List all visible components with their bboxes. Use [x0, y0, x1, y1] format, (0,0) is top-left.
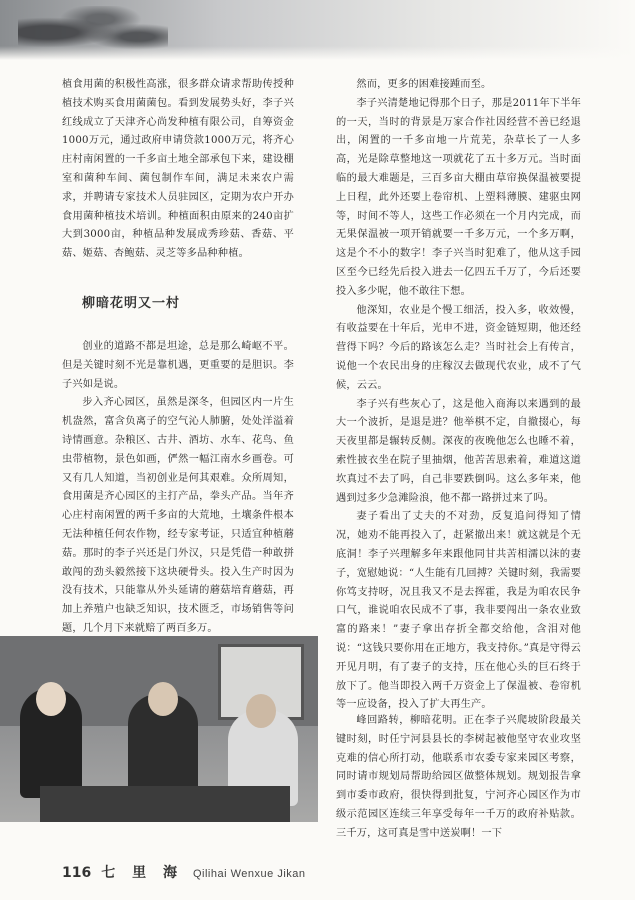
paragraph: 李子兴有些灰心了，这是他入商海以来遇到的最大一个波折，是退是进？他举棋不定，自撤掇心，每天夜里都是辗转反侧。深夜的夜晚他怎么也睡不着，索性披衣坐在院子里抽烟，他苦苦思索着，难道这道坎真过不去了吗，自己非要跌倒吗。这么多年来，他遇到过多少急滩险浪，他不都一路拼过来了吗。 [336, 398, 581, 504]
table [40, 786, 290, 822]
paragraph: 然而，更多的困难接踵而至。 [356, 79, 492, 90]
page-number: 116 [62, 865, 92, 881]
paragraph: 步入齐心园区，虽然是深冬，但园区内一片生机盎然，富含负离子的空气沁人肺腑，处处洋溢着诗情画意。杂粮区、古井、酒坊、水车、花鸟、鱼虫带植物，景色如画，俨然一幅江南水乡画卷。可又有几人知道，当初创业是何其艰难。众所周知，食用菌是齐心园区的主打产品，拳头产品。当年齐心庄村南闲置的两千多亩的大荒地，土壤条件根本无法种植任何农作物，经专家考证，只适宜种植蘑菇。那时的李子兴还是门外汉，只是凭借一种敢拼敢闯的劲头毅然接下这块硬骨头。投入生产时因为没有技术，只能靠从外头延请的蘑菇培育蘑菇，再加上养殖户也缺乏知识，技术匮乏，市场销售等问题，几个月下来就赔了两百多万。 [62, 397, 294, 634]
paragraph: 植食用菌的积极性高涨，很多群众请求帮助传授种植技术购买食用菌菌包。看到发展势头好，李子兴红线成立了天津齐心尚发种植有限公司，自筹资金1000万元，通过政府申请贷款1000万元，将齐心庄村南闲置的一千多亩土地全部承包下来，建设棚室和菌种车间、菌包制作车间，满足未来农户需求，并聘请专家技术人员驻园区，定期为农户开办食用菌种植技术培训。种植面积由原来的240亩扩大到3000亩，种植品种发展成秀珍菇、香菇、平菇、姬菇、杏鲍菇、灵芝等多品种种植。 [62, 79, 294, 260]
section-title: 柳暗花明又一村 [82, 296, 181, 311]
magazine-name: 七 里 海 [101, 865, 183, 881]
left-column-top [62, 76, 294, 264]
meeting-photo [0, 636, 318, 822]
page-footer [62, 862, 306, 880]
paragraph: 创业的道路不都是坦途，总是那么崎岖不平。但是关键时刻不光是靠机遇，更重要的是胆识。李子兴如是说。 [62, 341, 294, 390]
person-left [20, 688, 82, 798]
header-decoration [0, 0, 635, 60]
paragraph: 峰回路转，柳暗花明。正在李子兴爬坡阶段最关键时刻，时任宁河县县长的李树起被他坚守农业攻坚克难的信心所打动，他联系市农委专家来园区考察，同时请市规划局帮助给园区做整体规划。规划报告拿到市委市政府，很快得到批复，宁河齐心园区作为市级示范园区连续三年享受每年一千万的政府补贴款。三千万，这可真是雪中送炭啊！一下 [336, 715, 581, 839]
right-column-bottom [336, 712, 581, 844]
left-column-middle [62, 338, 294, 639]
magazine-pinyin: Qilihai Wenxue Jikan [192, 868, 306, 880]
header-ink-painting [18, 6, 168, 50]
paragraph: 妻子看出了丈夫的不对劲，反复追问得知了情况，她劝不能再投入了，赶紧撤出来！就这就是个无底洞！李子兴理解多年来跟他同甘共苦相濡以沫的妻子，宽慰她说：“人生能有几回搏？关键时刻，我需要你笃支持呀，况且我又不是去挥霍，我是为咱农民争口气，谁说咱农民成不了事，我非要闯出一条农业致富的路来！”妻子拿出存折全都交给他，含泪对他说：“这钱只要你用在正地方，我支持你。”真是守得云开见月明，有了妻子的支持，压在他心头的巨石终于放下了。他当即投入两千万资金上了保温被、卷帘机等一应设备，投入了扩大再生产。 [336, 511, 581, 711]
paragraph: 他深知，农业是个慢工细活，投入多，收效慢，有收益要在十年后，光申不进，资金链短期，他还经营得下吗？今后的路该怎么走？当时社会上有传言，说他一个农民出身的庄稼汉去做现代农业，成不了气候，云云。 [336, 304, 581, 391]
right-column [336, 76, 581, 715]
paragraph: 李子兴清楚地记得那个日子，那是2011年下半年的一天，当时的背景是万家合作社因经营不善已经退出，闲置的一千多亩地一片荒芜，杂草长了一人多高，光是除草整地这一项就花了五十多万元。当时面临的最大难题是，三百多亩大棚由草帘换保温被要提上日程，此外还要上卷帘机、上塑料薄膜、建驱虫网等，时间不等人，这些工作必须在一个月内完成，而无果保温被一项开销就要一千多万元，一个多万啊，这是个不小的数字！李子兴当时犯难了，他从这手园区至今已经先后投入进去一亿四五千万了，今后还要投入多少呢，他不敢往下想。 [336, 97, 581, 297]
person-center [128, 694, 198, 794]
